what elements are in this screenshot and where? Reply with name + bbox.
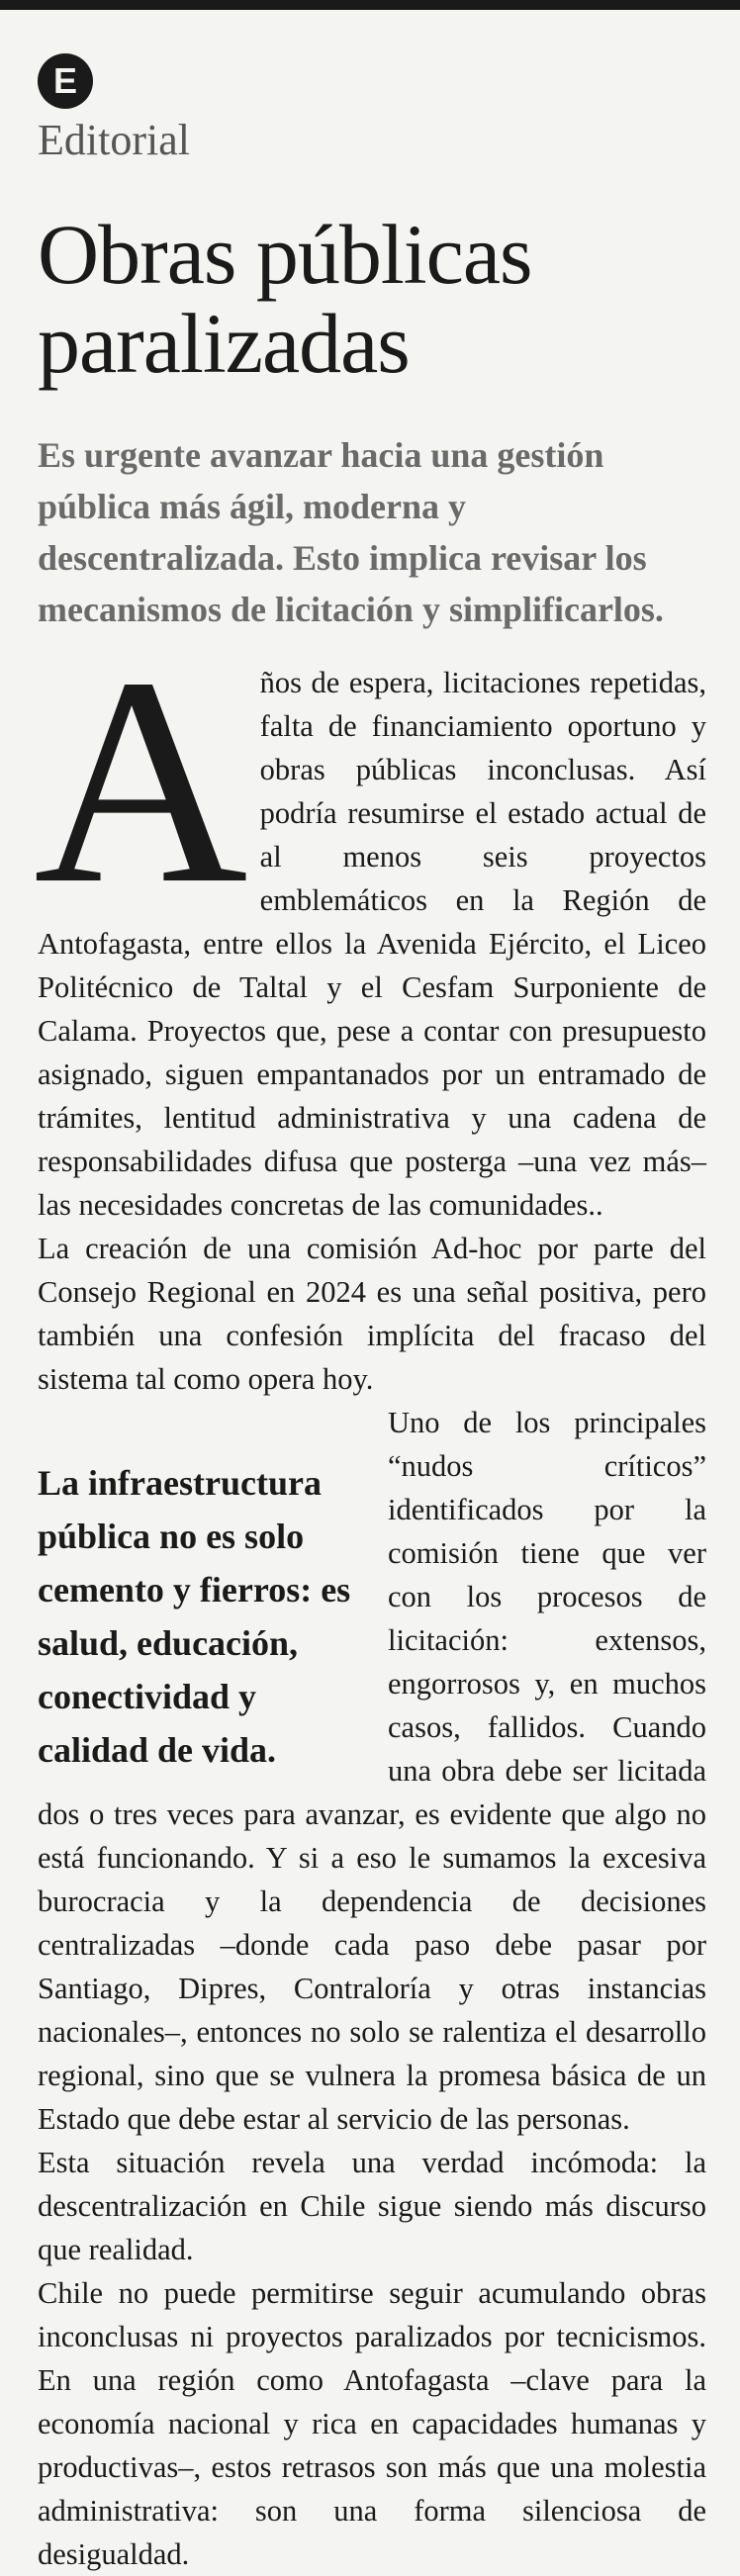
drop-cap: A bbox=[34, 616, 248, 946]
article-body bbox=[34, 616, 706, 2576]
section-badge-icon: E bbox=[38, 53, 93, 109]
editorial-page bbox=[0, 53, 740, 2576]
section-header bbox=[38, 53, 706, 164]
top-rule bbox=[0, 0, 740, 10]
paragraph-1-text: ños de espera, licitaciones repetidas, falta de financiamiento oportuno y obras públicas inconclusas. Así podría resumirse el estado actual de al menos seis proyectos emblemáticos en la Región de Antofagasta, entre ellos la Avenida Ejército, el Liceo Politécnico de Taltal y el Cesfam Surponiente de Calama. Proyectos que, pese a contar con presupuesto asignado, siguen empantanados por un entramado de trámites, lentitud administrativa y una cadena de responsabilidades difusa que posterga –una vez más– las necesidades concretas de las comunidades.. bbox=[38, 666, 706, 1223]
paragraph-3-block bbox=[38, 1401, 706, 2141]
paragraph-5: Chile no puede permitirse seguir acumulando obras inconclusas ni proyectos paralizados por tecnicismos. En una región como Antofagasta –clave para la economía nacional y rica en capacidades humanas y productivas–, estos retrasos son más que una molestia administrativa: son una forma silenciosa de desigualdad. bbox=[38, 2276, 706, 2572]
paragraph-4: Esta situación revela una verdad incómoda: la descentralización en Chile sigue siendo más discurso que realidad. bbox=[38, 2146, 706, 2267]
paragraph-1 bbox=[34, 616, 706, 1227]
subheadline: Es urgente avanzar hacia una gestión pública más ágil, moderna y descentralizada. Esto implica revisar los mecanismos de licitación y simplificarlos. bbox=[38, 435, 664, 630]
paragraph-3: Uno de los principales “nudos críticos” identificados por la comisión tiene que ver con los procesos de licitación: extensos, engorrosos y, en muchos casos, fallidos. Cuando una obra debe ser licitada dos o tres veces para avanzar, es evidente que algo no está funcionando. Y si a eso le sumamos la excesiva burocracia y la dependencia de decisiones centralizadas –donde cada paso debe pasar por Santiago, Dipres, Contraloría y otras instancias nacionales–, entonces no solo se ralentiza el desarrollo regional, sino que se vulnera la promesa básica de un Estado que debe estar al servicio de las personas. bbox=[38, 1406, 706, 2137]
headline: Obras públicas paralizadas bbox=[38, 207, 532, 392]
pull-quote: La infraestructura pública no es solo cemento y fierros: es salud, educación, conectividad y calidad de vida. bbox=[38, 1463, 351, 1771]
paragraph-2: La creación de una comisión Ad-hoc por parte del Consejo Regional en 2024 es una señal positiva, pero también una confesión implícita del fracaso del sistema tal como opera hoy. bbox=[38, 1232, 706, 1397]
section-label: Editorial bbox=[38, 116, 190, 164]
